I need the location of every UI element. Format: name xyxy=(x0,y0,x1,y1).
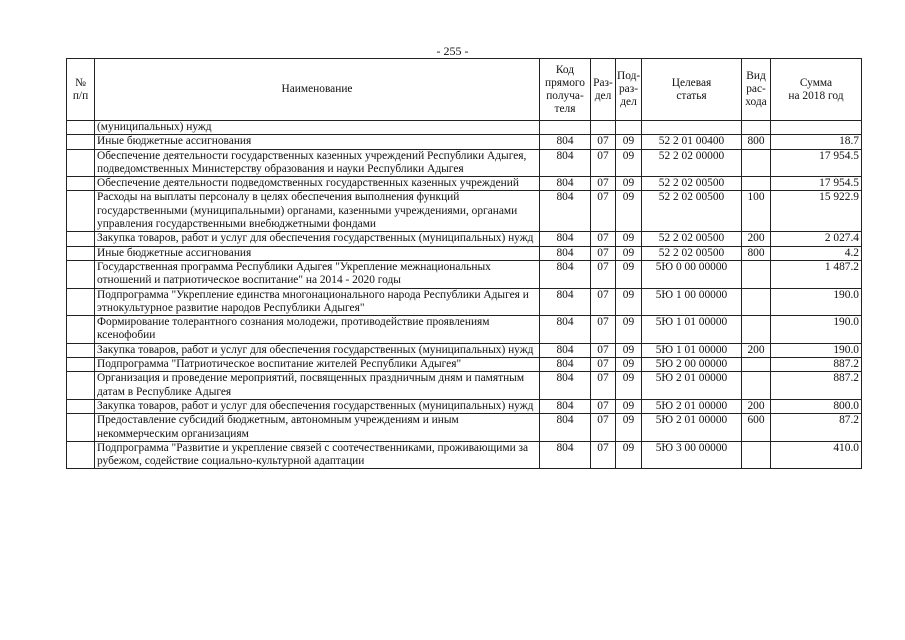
cell-name: Организация и проведение мероприятий, посвященных праздничным дням и памятным датам в Республике Адыгея xyxy=(95,372,540,400)
cell-target xyxy=(642,121,742,135)
cell-expense-type: 600 xyxy=(742,414,771,442)
cell-num xyxy=(67,288,95,316)
budget-table xyxy=(66,58,862,469)
cell-code: 804 xyxy=(540,246,591,260)
header-name: Наименование xyxy=(95,59,540,121)
cell-num xyxy=(67,121,95,135)
cell-code: 804 xyxy=(540,358,591,372)
header-amount: Сумма на 2018 год xyxy=(771,59,862,121)
page-number: - 255 - xyxy=(436,44,469,58)
cell-expense-type: 200 xyxy=(742,232,771,246)
cell-section: 07 xyxy=(591,372,616,400)
cell-name: Подпрограмма "Развитие и укрепление связей с соотечественниками, проживающими за рубежом, содействие социально-культурной адаптации xyxy=(95,441,540,469)
table-row xyxy=(67,414,862,442)
cell-target: 52 2 02 00500 xyxy=(642,177,742,191)
header-code: Код прямого получа- теля xyxy=(540,59,591,121)
cell-amount: 17 954.5 xyxy=(771,177,862,191)
cell-num xyxy=(67,232,95,246)
cell-subsection: 09 xyxy=(616,399,642,413)
cell-name: Закупка товаров, работ и услуг для обеспечения государственных (муниципальных) нужд xyxy=(95,343,540,357)
cell-target: 5Ю 3 00 00000 xyxy=(642,441,742,469)
cell-subsection: 09 xyxy=(616,414,642,442)
header-section: Раз- дел xyxy=(591,59,616,121)
cell-name: Обеспечение деятельности государственных казенных учреждений Республики Адыгея, подведомственных Министерству образования и науки Республики Адыгея xyxy=(95,149,540,177)
cell-expense-type xyxy=(742,288,771,316)
cell-amount: 887.2 xyxy=(771,372,862,400)
header-subsection: Под- раз- дел xyxy=(616,59,642,121)
table-row xyxy=(67,191,862,232)
cell-subsection xyxy=(616,121,642,135)
cell-code: 804 xyxy=(540,232,591,246)
cell-target: 5Ю 2 01 00000 xyxy=(642,399,742,413)
cell-expense-type: 100 xyxy=(742,191,771,232)
cell-target: 5Ю 0 00 00000 xyxy=(642,260,742,288)
cell-amount: 2 027.4 xyxy=(771,232,862,246)
cell-amount: 4.2 xyxy=(771,246,862,260)
cell-target: 5Ю 2 00 00000 xyxy=(642,358,742,372)
cell-amount: 190.0 xyxy=(771,316,862,344)
cell-expense-type xyxy=(742,121,771,135)
table-row xyxy=(67,441,862,469)
cell-target: 52 2 02 00500 xyxy=(642,246,742,260)
cell-num xyxy=(67,414,95,442)
table-row xyxy=(67,121,862,135)
cell-num xyxy=(67,149,95,177)
cell-target: 52 2 02 00500 xyxy=(642,191,742,232)
cell-expense-type xyxy=(742,177,771,191)
cell-name: Формирование толерантного сознания молодежи, противодействие проявлениям ксенофобии xyxy=(95,316,540,344)
cell-section: 07 xyxy=(591,232,616,246)
cell-target: 52 2 02 00500 xyxy=(642,232,742,246)
cell-subsection: 09 xyxy=(616,232,642,246)
cell-target: 5Ю 2 01 00000 xyxy=(642,414,742,442)
cell-expense-type: 200 xyxy=(742,343,771,357)
cell-subsection: 09 xyxy=(616,135,642,149)
table-row xyxy=(67,288,862,316)
cell-amount: 17 954.5 xyxy=(771,149,862,177)
cell-expense-type xyxy=(742,260,771,288)
cell-subsection: 09 xyxy=(616,288,642,316)
table-row xyxy=(67,399,862,413)
cell-section: 07 xyxy=(591,414,616,442)
cell-num xyxy=(67,343,95,357)
cell-subsection: 09 xyxy=(616,372,642,400)
table-row xyxy=(67,135,862,149)
cell-section: 07 xyxy=(591,358,616,372)
cell-name: (муниципальных) нужд xyxy=(95,121,540,135)
header-expense-type: Вид рас- хода xyxy=(742,59,771,121)
cell-code: 804 xyxy=(540,441,591,469)
cell-expense-type: 200 xyxy=(742,399,771,413)
cell-section: 07 xyxy=(591,191,616,232)
cell-amount: 410.0 xyxy=(771,441,862,469)
cell-num xyxy=(67,135,95,149)
cell-code: 804 xyxy=(540,135,591,149)
table-row xyxy=(67,260,862,288)
cell-subsection: 09 xyxy=(616,260,642,288)
cell-code: 804 xyxy=(540,316,591,344)
cell-section: 07 xyxy=(591,260,616,288)
cell-subsection: 09 xyxy=(616,191,642,232)
cell-section: 07 xyxy=(591,288,616,316)
cell-code: 804 xyxy=(540,414,591,442)
cell-section: 07 xyxy=(591,316,616,344)
cell-num xyxy=(67,260,95,288)
cell-target: 5Ю 2 01 00000 xyxy=(642,372,742,400)
header-target: Целевая статья xyxy=(642,59,742,121)
cell-num xyxy=(67,246,95,260)
table-row xyxy=(67,177,862,191)
cell-section: 07 xyxy=(591,441,616,469)
cell-name: Иные бюджетные ассигнования xyxy=(95,246,540,260)
cell-amount: 190.0 xyxy=(771,288,862,316)
cell-num xyxy=(67,316,95,344)
cell-target: 5Ю 1 01 00000 xyxy=(642,316,742,344)
cell-section: 07 xyxy=(591,343,616,357)
cell-code: 804 xyxy=(540,149,591,177)
cell-name: Государственная программа Республики Адыгея "Укрепление межнациональных отношений и патриотическое воспитание" на 2014 - 2020 годы xyxy=(95,260,540,288)
cell-subsection: 09 xyxy=(616,149,642,177)
cell-expense-type xyxy=(742,358,771,372)
cell-num xyxy=(67,191,95,232)
cell-subsection: 09 xyxy=(616,177,642,191)
cell-subsection: 09 xyxy=(616,246,642,260)
cell-expense-type: 800 xyxy=(742,135,771,149)
table-row xyxy=(67,358,862,372)
cell-expense-type xyxy=(742,149,771,177)
cell-num xyxy=(67,358,95,372)
cell-subsection: 09 xyxy=(616,358,642,372)
cell-expense-type: 800 xyxy=(742,246,771,260)
cell-name: Подпрограмма "Укрепление единства многонационального народа Республики Адыгея и этнокультурное развитие народов Республики Адыгея" xyxy=(95,288,540,316)
cell-section: 07 xyxy=(591,135,616,149)
cell-name: Предоставление субсидий бюджетным, автономным учреждениям и иным некоммерческим организациям xyxy=(95,414,540,442)
cell-amount: 18.7 xyxy=(771,135,862,149)
table-row xyxy=(67,149,862,177)
cell-num xyxy=(67,177,95,191)
cell-name: Обеспечение деятельности подведомственных государственных казенных учреждений xyxy=(95,177,540,191)
cell-num xyxy=(67,372,95,400)
cell-section: 07 xyxy=(591,246,616,260)
cell-amount xyxy=(771,121,862,135)
table-body xyxy=(67,121,862,469)
cell-num xyxy=(67,441,95,469)
cell-num xyxy=(67,399,95,413)
cell-code: 804 xyxy=(540,260,591,288)
cell-code: 804 xyxy=(540,177,591,191)
cell-amount: 190.0 xyxy=(771,343,862,357)
cell-amount: 887.2 xyxy=(771,358,862,372)
cell-amount: 87.2 xyxy=(771,414,862,442)
header-num: № п/п xyxy=(67,59,95,121)
cell-section xyxy=(591,121,616,135)
cell-subsection: 09 xyxy=(616,343,642,357)
table-row xyxy=(67,372,862,400)
cell-target: 5Ю 1 00 00000 xyxy=(642,288,742,316)
cell-code: 804 xyxy=(540,399,591,413)
cell-code: 804 xyxy=(540,288,591,316)
cell-section: 07 xyxy=(591,149,616,177)
cell-name: Закупка товаров, работ и услуг для обеспечения государственных (муниципальных) нужд xyxy=(95,399,540,413)
cell-amount: 800.0 xyxy=(771,399,862,413)
cell-amount: 1 487.2 xyxy=(771,260,862,288)
table-row xyxy=(67,343,862,357)
cell-target: 52 2 02 00000 xyxy=(642,149,742,177)
cell-code: 804 xyxy=(540,191,591,232)
cell-expense-type xyxy=(742,372,771,400)
cell-name: Иные бюджетные ассигнования xyxy=(95,135,540,149)
cell-code xyxy=(540,121,591,135)
cell-section: 07 xyxy=(591,177,616,191)
table-row xyxy=(67,246,862,260)
cell-code: 804 xyxy=(540,343,591,357)
cell-name: Расходы на выплаты персоналу в целях обеспечения выполнения функций государственными (муниципальными) органами, казенными учреждениями, органами управления государственными внебюджетными фондами xyxy=(95,191,540,232)
table-row xyxy=(67,232,862,246)
cell-expense-type xyxy=(742,441,771,469)
cell-name: Закупка товаров, работ и услуг для обеспечения государственных (муниципальных) нужд xyxy=(95,232,540,246)
cell-name: Подпрограмма "Патриотическое воспитание жителей Республики Адыгея" xyxy=(95,358,540,372)
table-row xyxy=(67,316,862,344)
cell-amount: 15 922.9 xyxy=(771,191,862,232)
cell-target: 5Ю 1 01 00000 xyxy=(642,343,742,357)
cell-section: 07 xyxy=(591,399,616,413)
cell-code: 804 xyxy=(540,372,591,400)
cell-subsection: 09 xyxy=(616,316,642,344)
cell-target: 52 2 01 00400 xyxy=(642,135,742,149)
table-header xyxy=(67,59,862,121)
cell-subsection: 09 xyxy=(616,441,642,469)
cell-expense-type xyxy=(742,316,771,344)
